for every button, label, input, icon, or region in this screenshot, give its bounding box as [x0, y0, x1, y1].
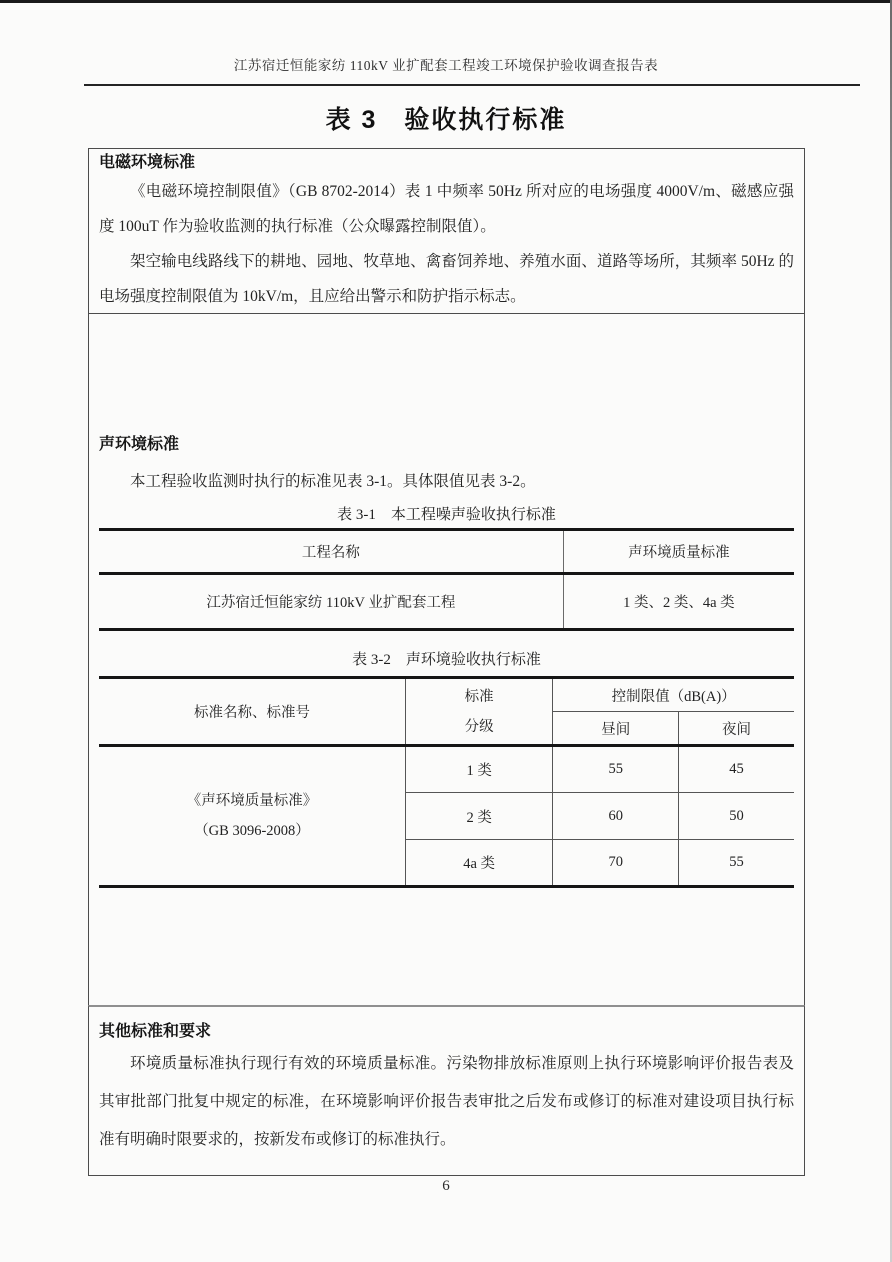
table32-cell-standard-name: [99, 746, 406, 887]
table-row: [99, 530, 794, 574]
table-3-1-caption: 表 3-1 本工程噪声验收执行标准: [337, 507, 556, 523]
table32-cell-night-3: 55: [679, 840, 794, 887]
table-3-2-noise-limit-standard: [99, 676, 794, 888]
section-other-standards: [88, 1005, 805, 1176]
table32-header-daytime: 昼间: [553, 712, 679, 746]
page-number: 6: [442, 1178, 450, 1194]
table32-header-nighttime: 夜间: [679, 712, 794, 746]
running-header: 江苏宿迁恒能家纺 110kV 业扩配套工程竣工环境保护验收调查报告表: [233, 58, 659, 73]
table32-cell-grade-2: 2 类: [406, 793, 553, 840]
table32-header-control-limit: 控制限值（dB(A)）: [553, 678, 794, 712]
table32-cell-night-2: 50: [679, 793, 794, 840]
table-row: [99, 678, 794, 712]
table31-header-project: 工程名称: [99, 530, 563, 574]
other-standards-paragraph: 环境质量标准执行现行有效的环境质量标准。污染物排放标准原则上执行环境影响评价报告表及其审批部门批复中规定的标准，在环境影响评价报告表审批之后发布或修订的标准对建设项目执行标准有明确时限要求的，按新发布或修订的标准执行。: [99, 1055, 794, 1148]
table32-cell-grade-3: 4a 类: [406, 840, 553, 887]
scan-top-edge-artifact: [0, 0, 892, 3]
table32-cell-day-3: 70: [553, 840, 679, 887]
header-divider: [84, 84, 860, 86]
table32-header-grade-line2: 分级: [464, 718, 494, 735]
table-3-1-noise-acceptance-standard: [99, 528, 794, 631]
section-noise: [88, 313, 805, 1007]
table32-standard-name-line1: 《声环境质量标准》: [186, 793, 318, 809]
table-row: [99, 574, 794, 630]
section-electromagnetic: [88, 148, 805, 314]
table32-cell-day-1: 55: [553, 746, 679, 793]
page-title: 表 3 验收执行标准: [325, 106, 567, 134]
table32-header-standard-name: 标准名称、标准号: [99, 678, 406, 746]
electromagnetic-paragraph-1: 《电磁环境控制限值》（GB 8702-2014）表 1 中频率 50Hz 所对应的电场强度 4000V/m、磁感应强度 100uT 作为验收监测的执行标准（公众曝露控制限值）。: [99, 183, 794, 235]
table32-cell-day-2: 60: [553, 793, 679, 840]
table32-cell-grade-1: 1 类: [406, 746, 553, 793]
table32-header-grade-line1: 标准: [464, 688, 494, 705]
table-row: [99, 746, 794, 793]
table31-header-standard: 声环境质量标准: [563, 530, 794, 574]
other-standards-heading: 其他标准和要求: [99, 1023, 212, 1040]
noise-paragraph: 本工程验收监测时执行的标准见表 3-1。具体限值见表 3-2。: [130, 473, 536, 490]
electromagnetic-heading: 电磁环境标准: [99, 154, 196, 171]
table32-header-grade: [406, 678, 553, 746]
table31-cell-project-name: 江苏宿迁恒能家纺 110kV 业扩配套工程: [206, 595, 456, 611]
table32-cell-night-1: 45: [679, 746, 794, 793]
noise-heading: 声环境标准: [99, 436, 180, 453]
table31-cell-standard-value: 1 类、2 类、4a 类: [563, 574, 794, 630]
table32-standard-name-line2: （GB 3096-2008）: [194, 823, 310, 839]
electromagnetic-paragraph-2: 架空输电线路线下的耕地、园地、牧草地、禽畜饲养地、养殖水面、道路等场所，其频率 50Hz 的电场强度控制限值为 10kV/m，且应给出警示和防护指示标志。: [99, 253, 794, 305]
table-3-2-caption: 表 3-2 声环境验收执行标准: [352, 652, 541, 668]
